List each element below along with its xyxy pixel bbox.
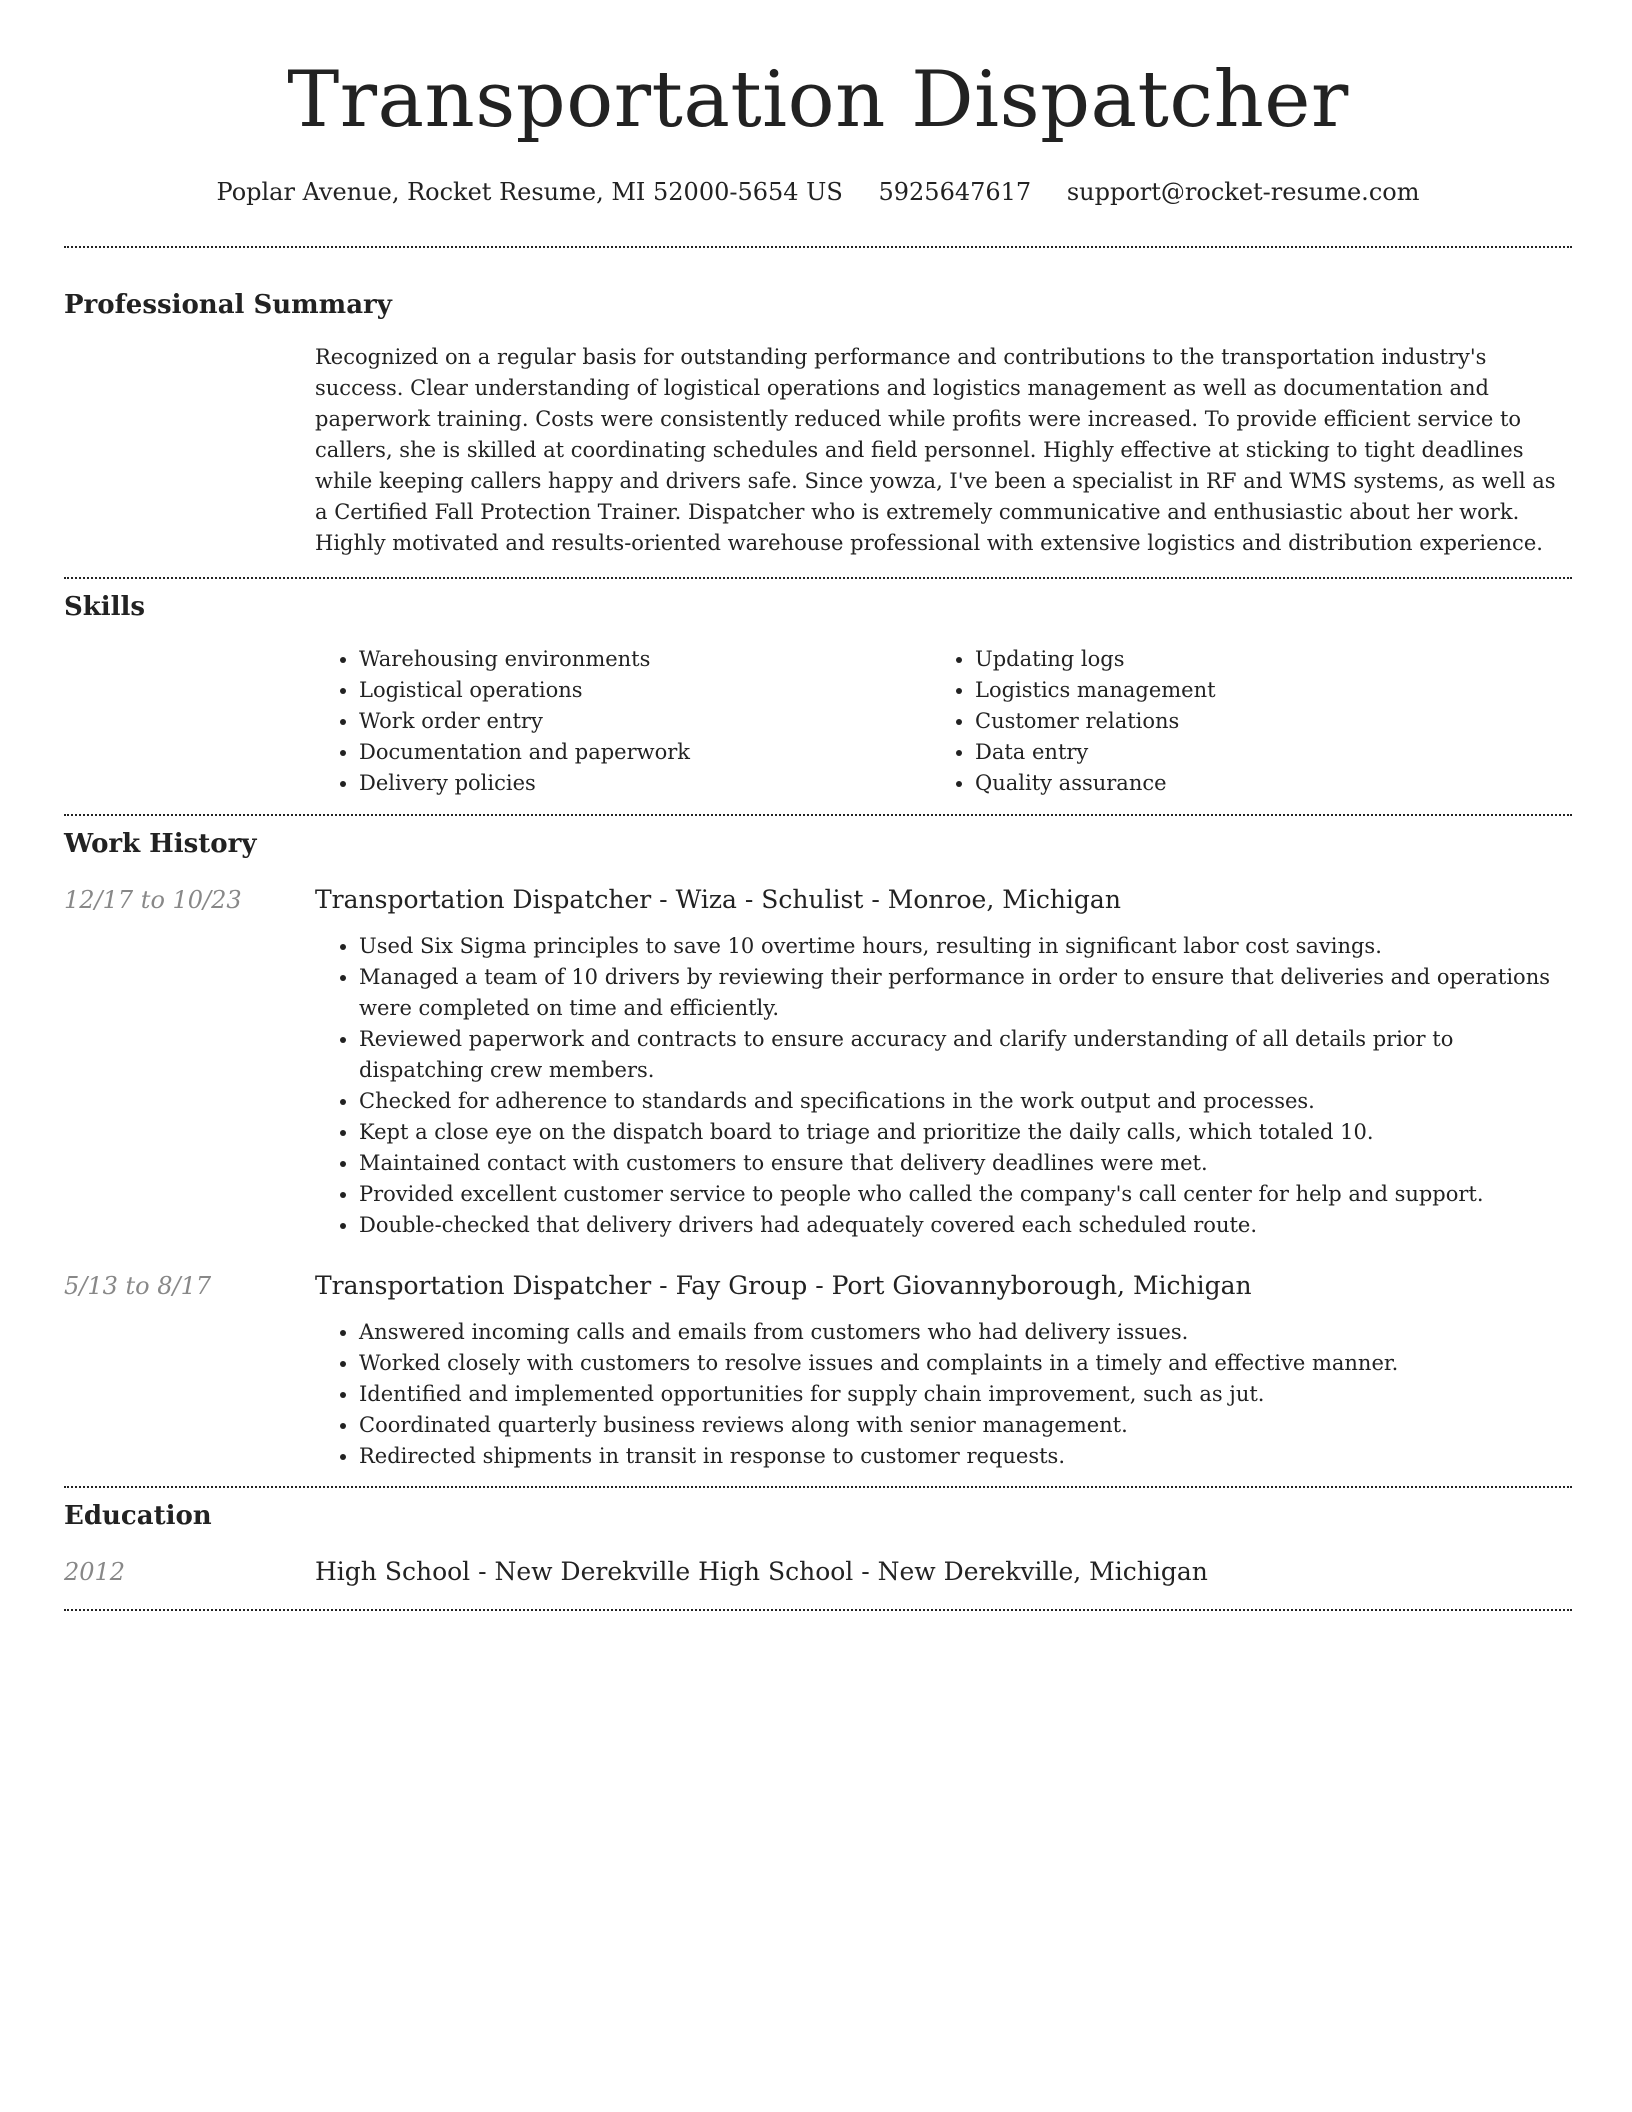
section-title-summary: Professional Summary (64, 290, 392, 320)
skill-item: • Warehousing environments (359, 644, 931, 675)
job-entry (64, 1269, 1572, 1472)
skills-section (64, 590, 1572, 799)
section-title-education: Education (64, 1501, 212, 1531)
divider (64, 814, 1572, 816)
job-bullet: • Double-checked that delivery drivers had adequately covered each scheduled route. (359, 1210, 1572, 1241)
job-bullet: • Worked closely with customers to resolve issues and complaints in a timely and effective manner. (359, 1348, 1572, 1379)
skill-item: • Logistical operations (359, 675, 931, 706)
divider (64, 1609, 1572, 1611)
job-dates: 5/13 to 8/17 (64, 1272, 212, 1300)
summary-section (64, 288, 1572, 559)
skill-item: • Documentation and paperwork (359, 737, 931, 768)
contact-address: Poplar Avenue, Rocket Resume, MI 52000-5654 US (216, 178, 843, 206)
job-bullet: • Identified and implemented opportunities for supply chain improvement, such as jut. (359, 1379, 1572, 1410)
skills-column-left (315, 644, 931, 799)
divider (64, 246, 1572, 248)
divider (64, 577, 1572, 579)
contact-email: support@rocket-resume.com (1066, 178, 1420, 206)
skill-item: • Updating logs (975, 644, 1547, 675)
skill-item: • Customer relations (975, 706, 1547, 737)
job-bullet: • Answered incoming calls and emails from customers who had delivery issues. (359, 1317, 1572, 1348)
skill-item: • Quality assurance (975, 768, 1547, 799)
resume-page (64, 0, 1572, 1611)
job-bullet: • Reviewed paperwork and contracts to ensure accuracy and clarify understanding of all details prior to dispatching crew members. (359, 1024, 1572, 1086)
job-bullet: • Managed a team of 10 drivers by reviewing their performance in order to ensure that deliveries and operations were completed on time and efficiently. (359, 962, 1572, 1024)
job-bullets (315, 931, 1572, 1241)
skills-column-right (931, 644, 1547, 799)
skills-list (315, 644, 1572, 799)
skill-item: • Logistics management (975, 675, 1547, 706)
education-entry (64, 1555, 1572, 1589)
job-heading: Transportation Dispatcher - Wiza - Schulist - Monroe, Michigan (315, 885, 1121, 914)
contact-phone: 5925647617 (878, 178, 1032, 206)
job-bullet: • Used Six Sigma principles to save 10 overtime hours, resulting in significant labor cost savings. (359, 931, 1572, 962)
education-section (64, 1499, 1572, 1589)
contact-line (64, 176, 1572, 208)
job-bullet: • Checked for adherence to standards and specifications in the work output and processes. (359, 1086, 1572, 1117)
education-year: 2012 (64, 1558, 126, 1586)
section-title-work-history: Work History (64, 829, 257, 859)
summary-text: Recognized on a regular basis for outstanding performance and contributions to the transportation industry's success. Clear understanding of logistical operations and logistics management as well as documentation and paperwork training. Costs were consistently reduced while profits were increased. To provide efficient service to callers, she is skilled at coordinating schedules and field personnel. Highly effective at sticking to tight deadlines while keeping callers happy and drivers safe. Since yowza, I've been a specialist in RF and WMS systems, as well as a Certified Fall Protection Trainer. Dispatcher who is extremely communicative and enthusiastic about her work. Highly motivated and results-oriented warehouse professional with extensive logistics and distribution experience. (315, 345, 1556, 555)
job-bullet: • Redirected shipments in transit in response to customer requests. (359, 1441, 1572, 1472)
job-bullet: • Maintained contact with customers to ensure that delivery deadlines were met. (359, 1148, 1572, 1179)
section-title-skills: Skills (64, 592, 146, 622)
resume-name: Transportation Dispatcher (287, 55, 1349, 145)
skill-item: • Work order entry (359, 706, 931, 737)
job-entry (64, 883, 1572, 1241)
work-history-section (64, 827, 1572, 1472)
divider (64, 1486, 1572, 1488)
education-heading: High School - New Derekville High School - New Derekville, Michigan (315, 1557, 1208, 1586)
job-dates: 12/17 to 10/23 (64, 886, 242, 914)
job-heading: Transportation Dispatcher - Fay Group - Port Giovannyborough, Michigan (315, 1271, 1252, 1300)
job-bullet: • Kept a close eye on the dispatch board to triage and prioritize the daily calls, which totaled 10. (359, 1117, 1572, 1148)
job-bullets (315, 1317, 1572, 1472)
skill-item: • Delivery policies (359, 768, 931, 799)
job-bullet: • Provided excellent customer service to people who called the company's call center for help and support. (359, 1179, 1572, 1210)
job-bullet: • Coordinated quarterly business reviews along with senior management. (359, 1410, 1572, 1441)
skill-item: • Data entry (975, 737, 1547, 768)
